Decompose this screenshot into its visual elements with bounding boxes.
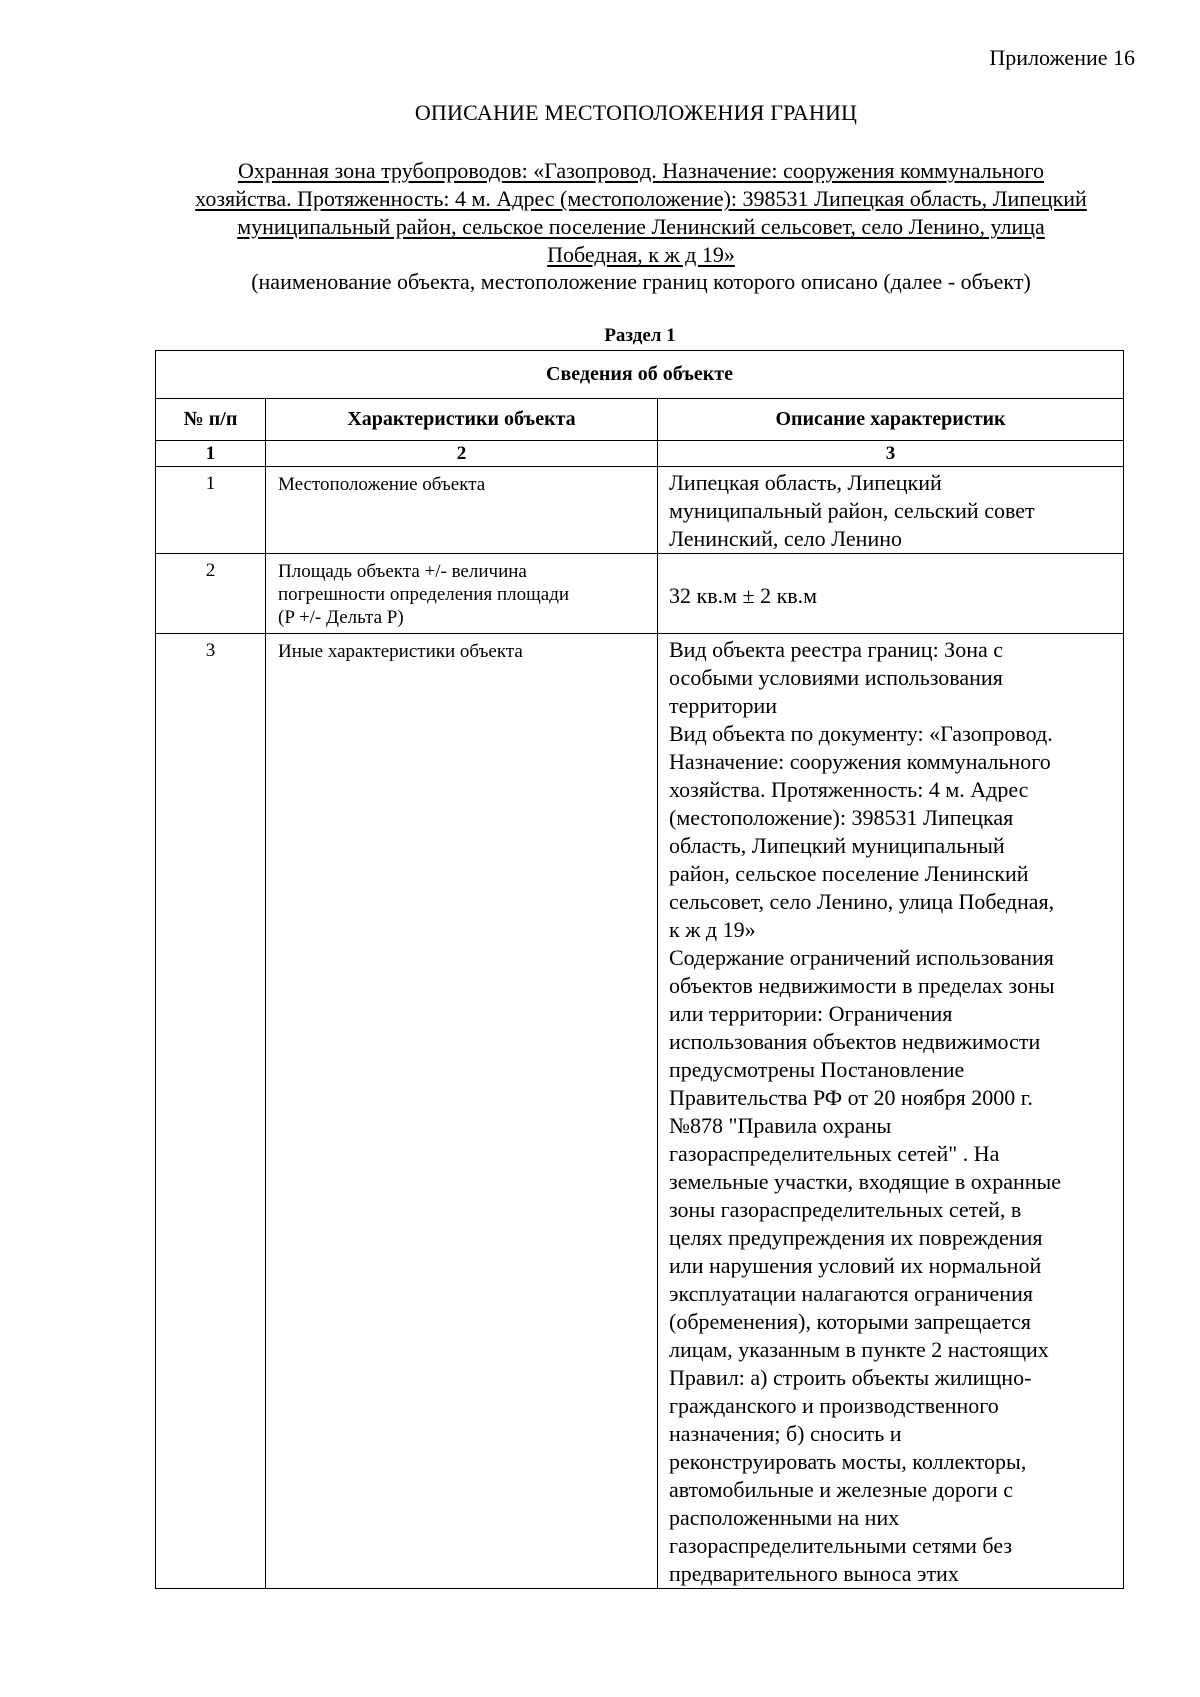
row-number: 1 (156, 467, 266, 554)
column-header-row (156, 399, 1124, 441)
description-line: объектов недвижимости в пределах зоны (669, 973, 1055, 998)
column-number: 3 (658, 441, 1124, 467)
row-characteristic: Иные характеристики объекта (266, 634, 658, 1589)
column-number-row (156, 441, 1124, 467)
description-line: сельсовет, село Ленино, улица Победная, (669, 889, 1055, 914)
description-line: (обременения), которыми запрещается (669, 1309, 1032, 1334)
row-characteristic (266, 554, 658, 634)
column-number: 2 (266, 441, 658, 467)
description-line: или территории: Ограничения (669, 1001, 953, 1026)
description-line: газораспределительных сетей" . На (669, 1141, 1000, 1166)
table-row (156, 634, 1124, 1589)
characteristic-line: (P +/- Дельта P) (278, 607, 404, 628)
description-line: газораспределительными сетями без (669, 1533, 1013, 1558)
description-line: зоны газораспределительных сетей, в (669, 1197, 1022, 1222)
object-name-line: Победная, к ж д 19» (547, 242, 735, 267)
characteristic-line: Площадь объекта +/- величина (278, 561, 527, 582)
document-title: ОПИСАНИЕ МЕСТОПОЛОЖЕНИЯ ГРАНИЦ (414, 100, 858, 125)
table-row (156, 554, 1124, 634)
description-line: или нарушения условий их нормальной (669, 1253, 1042, 1278)
description-line: территории (669, 693, 778, 718)
description-line: муниципальный район, сельский совет (669, 498, 1035, 523)
description-line: Содержание ограничений использования (669, 945, 1054, 970)
description-line: Правил: а) строить объекты жилищно- (669, 1365, 1032, 1390)
object-info-table (155, 350, 1124, 1589)
object-name-line: Охранная зона трубопроводов: «Газопровод. Назначение: сооружения коммунального (237, 158, 1045, 183)
appendix-label: Приложение 16 (989, 45, 1135, 70)
description-line: Липецкая область, Липецкий (669, 470, 942, 495)
section-title: Раздел 1 (604, 325, 676, 346)
description-line: земельные участки, входящие в охранные (669, 1169, 1062, 1194)
description-line: предусмотрены Постановление (669, 1057, 965, 1082)
row-number: 3 (156, 634, 266, 1589)
row-description (658, 634, 1124, 1589)
row-description: 32 кв.м ± 2 кв.м (658, 554, 1124, 634)
description-line: предварительного выноса этих (669, 1561, 959, 1586)
description-line: Правительства РФ от 20 ноября 2000 г. (669, 1085, 1033, 1110)
row-number: 2 (156, 554, 266, 634)
column-header-description: Описание характеристик (658, 399, 1124, 441)
description-line: целях предупреждения их повреждения (669, 1225, 1043, 1250)
object-name-line: муниципальный район, сельское поселение Ленинский сельсовет, село Ленино, улица (237, 214, 1045, 239)
description-line: автомобильные и железные дороги с (669, 1477, 1013, 1502)
description-line: район, сельское поселение Ленинский (669, 861, 1029, 886)
description-line: расположенными на них (669, 1505, 900, 1530)
description-line: гражданского и производственного (669, 1393, 999, 1418)
description-line: использования объектов недвижимости (669, 1029, 1041, 1054)
description-line: (местоположение): 398531 Липецкая (669, 805, 1014, 830)
description-line: Назначение: сооружения коммунального (669, 749, 1051, 774)
row-characteristic: Местоположение объекта (266, 467, 658, 554)
description-line: эксплуатации налагаются ограничения (669, 1281, 1033, 1306)
description-line: назначения; б) сносить и (669, 1421, 902, 1446)
column-header-characteristic: Характеристики объекта (266, 399, 658, 441)
characteristic-line: погрешности определения площади (278, 584, 570, 605)
description-line: №878 "Правила охраны (669, 1113, 892, 1138)
description-line: Вид объекта по документу: «Газопровод. (669, 721, 1053, 746)
table-row (156, 467, 1124, 554)
object-name-line: хозяйства. Протяженность: 4 м. Адрес (местоположение): 398531 Липецкая область, Липецкий (195, 186, 1087, 211)
column-header-number: № п/п (156, 399, 266, 441)
row-description (658, 467, 1124, 554)
description-line: лицам, указанным в пункте 2 настоящих (669, 1337, 1049, 1362)
object-caption: (наименование объекта, местоположение границ которого описано (далее - объект) (251, 269, 1031, 294)
description-line: область, Липецкий муниципальный (669, 833, 1005, 858)
description-line: особыми условиями использования (669, 665, 1003, 690)
description-line: к ж д 19» (669, 917, 756, 942)
description-line: Вид объекта реестра границ: Зона с (669, 637, 1004, 662)
description-line: хозяйства. Протяженность: 4 м. Адрес (669, 777, 1029, 802)
object-name (140, 157, 1142, 269)
table-title-row (156, 351, 1124, 399)
description-line: Ленинский, село Ленино (669, 526, 902, 551)
column-number: 1 (156, 441, 266, 467)
table-title: Сведения об объекте (156, 351, 1124, 399)
description-line: реконструировать мосты, коллекторы, (669, 1449, 1027, 1474)
